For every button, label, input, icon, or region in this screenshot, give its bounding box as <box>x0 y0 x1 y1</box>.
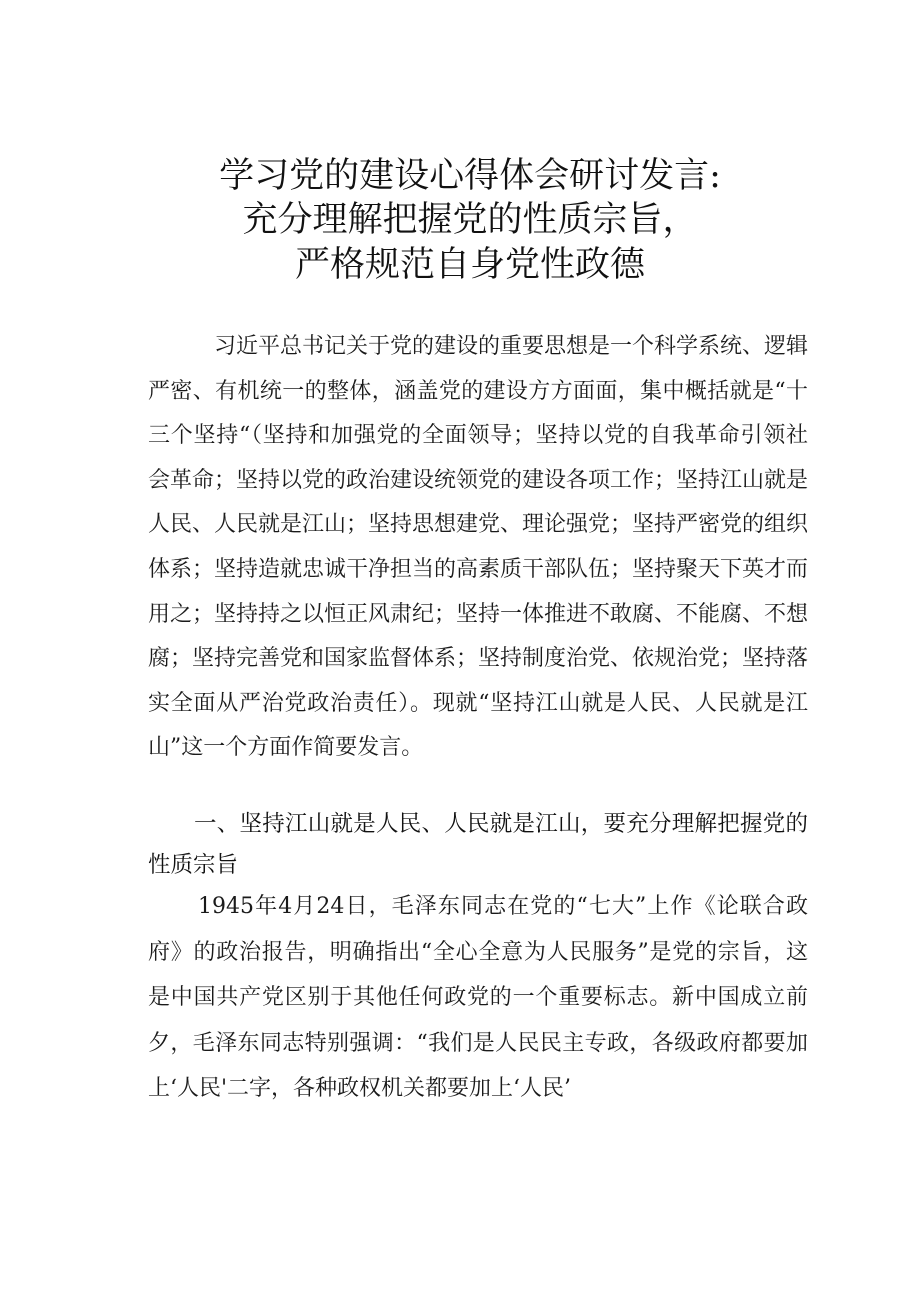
title-line-1: 学习党的建设心得体会研讨发言: <box>219 156 721 196</box>
intro-paragraph: 习近平总书记关于党的建设的重要思想是一个科学系统、逻辑严密、有机统一的整体，涵盖党的建设方方面面，集中概括就是“十三个坚持“（坚持和加强党的全面领导；坚持以党的自我革命引领社会革命；坚持以党的政治建设统领党的建设各项工作；坚持江山就是人民、人民就是江山；坚持思想建党、理论强党；坚持严密党的组织体系；坚持造就忠诚干净担当的高素质干部队伍；坚持聚天下英才而用之；坚持持之以恒正风肃纪；坚持一体推进不敢腐、不能腐、不想腐；坚持完善党和国家监督体系；坚持制度治党、依规治党；坚持落实全面从严治党政治责任）。现就“坚持江山就是人民、人民就是江山”这一个方面作简要发言。 <box>148 334 809 761</box>
title-line-2: 充分理解把握党的性质宗旨， <box>242 200 698 240</box>
section-paragraph: 1945年4月24日，毛泽东同志在党的“七大”上作《论联合政府》的政治报告，明确指出“全心全意为人民服务”是党的宗旨，这是中国共产党区别于其他任何政党的一个重要标志。新中国成立前夕，毛泽东同志特别强调：“我们是人民民主专政，各级政府都要加上‘人民'二字，各种政权机关都要加上‘人民’ <box>148 894 808 1101</box>
section-heading: 一、坚持江山就是人民、人民就是江山，要充分理解把握党的性质宗旨 <box>148 811 808 878</box>
title-line-3: 严格规范自身党性政德 <box>294 245 645 285</box>
